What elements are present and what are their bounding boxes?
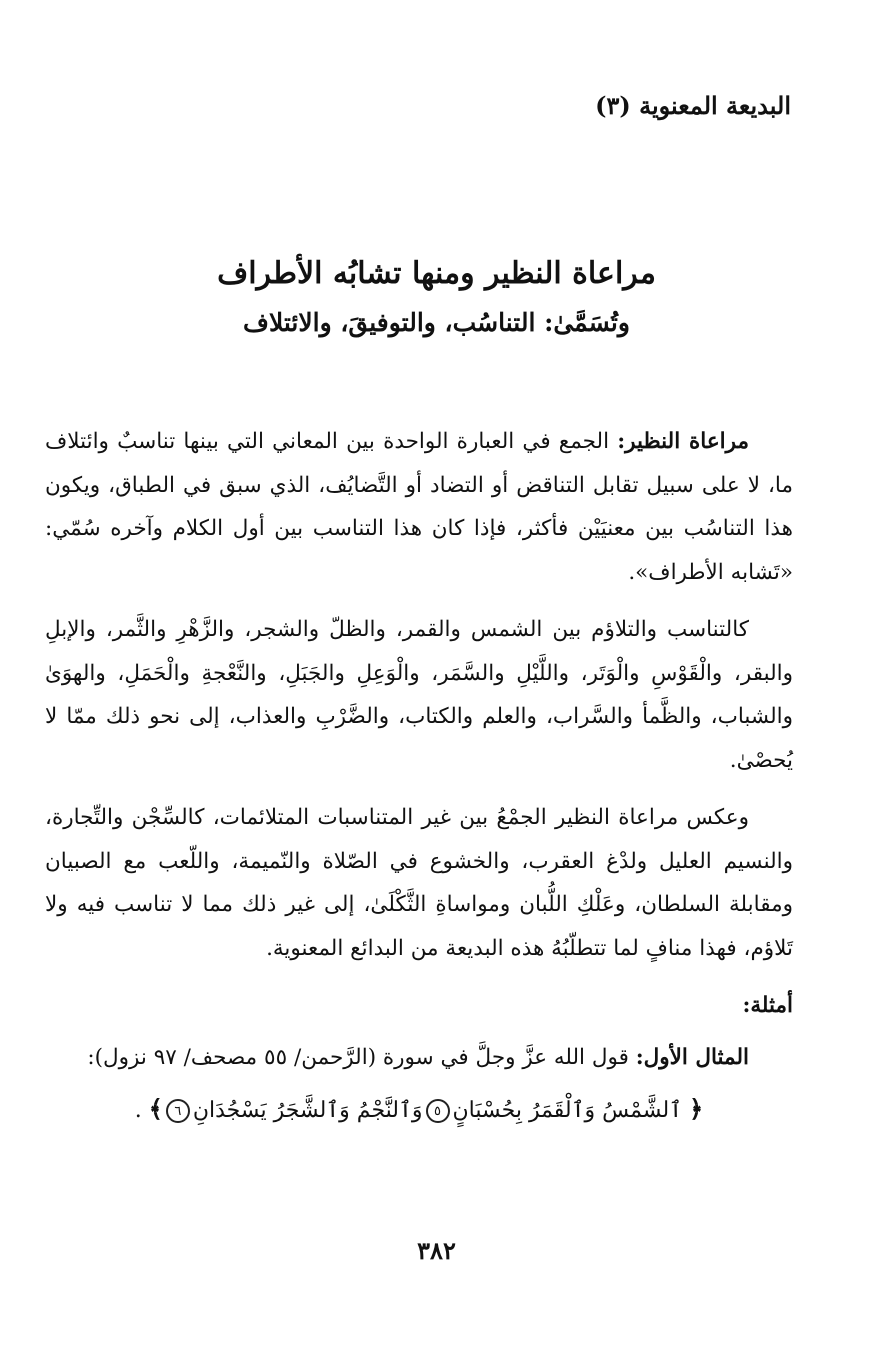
- verse-close-bracket: ﴾: [148, 1094, 163, 1123]
- quran-verse: [45, 1083, 793, 1133]
- verse-end: .: [134, 1098, 149, 1123]
- term-label: مراعاة النظير:: [617, 429, 750, 454]
- example-label: المثال الأول:: [635, 1044, 749, 1070]
- body-text: [45, 420, 793, 1133]
- paragraph-examples-list: [45, 608, 793, 782]
- chapter-subtitle: وتُسَمَّىٰ: التناسُب، والتوفيقَ، والائتلاف: [243, 308, 630, 337]
- ayah-number-icon: ٦: [166, 1099, 190, 1123]
- paragraph-definition: [45, 420, 793, 594]
- running-head: البديعة المعنوية (٣): [595, 91, 791, 120]
- paragraph-text: كالتناسب والتلاؤم بين الشمس والقمر، والظلّ والشجر، والزَّهْرِ والثَّمر، والإبلِ والبقر، والْقَوْسِ والْوَتَر، واللَّيْلِ والسَّمَر، والْوَعِلِ والجَبَلِ، والنَّعْجةِ والْحَمَلِ، والهوَىٰ والشباب، والظَّمأ والسَّراب، والعلم والكتاب، والضَّرْبِ والعذاب، إلى نحو ذلك ممّا لا يُحصْىٰ.: [45, 617, 793, 773]
- verse-part-1: ٱلشَّمْسُ وَٱلْقَمَرُ بِحُسْبَانٍ: [452, 1098, 683, 1123]
- verse-part-2: وَٱلنَّجْمُ وَٱلشَّجَرُ يَسْجُدَانِ: [192, 1098, 423, 1123]
- chapter-title: مراعاة النظير ومنها تشابُه الأطراف: [217, 256, 656, 291]
- page-number: ٣٨٢: [417, 1236, 456, 1265]
- paragraph-opposite: [45, 796, 793, 970]
- paragraph-text: الجمع في العبارة الواحدة بين المعاني التي بينها تناسبٌ وائتلاف ما، لا على سبيل تقابل التناقض أو التضاد أو التَّضايُف، الذي سبق في الطباق، ويكون هذا التناسُب بين معنيَيْن فأكثر، فإذا كان هذا التناسب بين أول الكلام وآخره سُمّي: «تَشابه الأطراف».: [45, 429, 793, 585]
- verse-open-bracket: ﴿: [689, 1094, 704, 1123]
- paragraph-text: وعكس مراعاة النظير الجمْعُ بين غير المتناسبات المتلائمات، كالسِّجْن والتِّجارة، والنسيم العليل ولدْغ العقرب، والخشوع في الصّلاة والنّميمة، واللّعب مع الصبيان ومقابلة السلطان، وعَلْكِ اللُّبان ومواساةِ الثَّكْلَىٰ، إلى غير ذلك مما لا تناسب فيه ولا تَلاؤم، فهذا منافٍ لما تتطلّبُهُ هذه البديعة من البدائع المعنوية.: [45, 805, 793, 961]
- title-block: [120, 248, 753, 346]
- examples-heading: أمثلة:: [742, 993, 793, 1018]
- example-text: قول الله عزَّ وجلَّ في سورة (الرَّحمن/ ٥٥ مصحف/ ٩٧ نزول):: [87, 1044, 636, 1070]
- ayah-number-icon: ٥: [426, 1099, 450, 1123]
- example-1: [45, 1036, 793, 1080]
